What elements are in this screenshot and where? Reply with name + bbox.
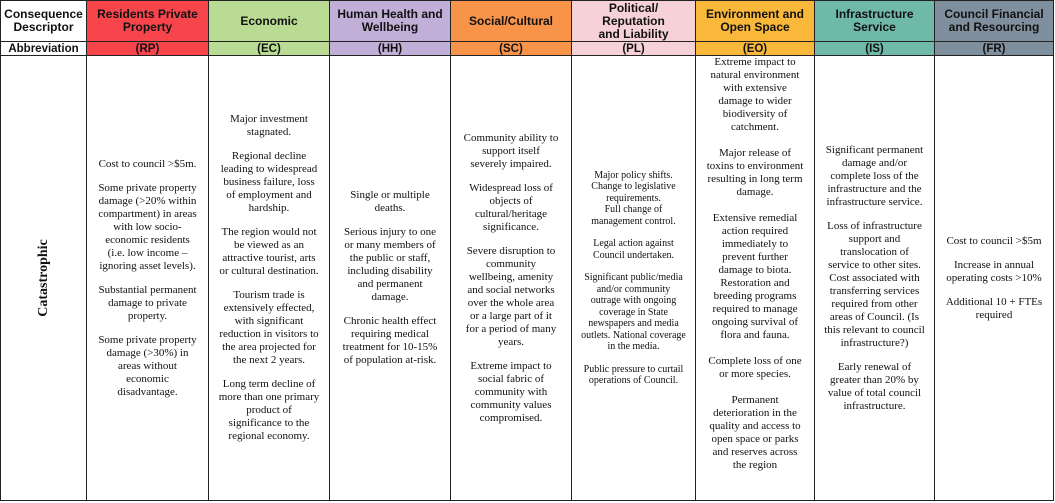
cell-rp-paragraph: Cost to council >$5m.	[98, 157, 197, 170]
cell-pl-paragraph: Major policy shifts. Change to legislative requirements. Full change of management control.	[591, 169, 676, 227]
cell-ec-paragraph: Tourism trade is extensively effected, with significant reduction in visitors to the area projected for the next 2 years.	[219, 289, 319, 367]
cell-ec-paragraph: The region would not be viewed as an attractive tourist, arts or cultural destination.	[219, 226, 319, 278]
cell-ec-paragraph: Major investment stagnated.	[230, 113, 308, 139]
header-fr-text: Council Financial and Resourcing	[944, 7, 1044, 35]
cell-eo	[696, 56, 815, 501]
cell-eo-paragraph: Extreme impact to natural environment with extensive damage to wider biodiversity of catchment.	[710, 56, 800, 134]
cell-pl	[572, 56, 696, 501]
cell-rp-paragraph: Some private property damage (>20% within compartment) in areas with low socio- economic residents (i.e. low income – ignoring asset levels).	[98, 181, 197, 272]
header-fr	[935, 1, 1054, 42]
cell-hh-paragraph: Chronic health effect requiring medical treatment for 10-15% of population at-risk.	[342, 315, 438, 367]
header-sc-text: Social/Cultural	[468, 13, 554, 28]
cell-sc-paragraph: Severe disruption to community wellbeing, amenity and social networks over the whole area or a large part of it for a period of many years.	[465, 244, 557, 348]
cell-fr-paragraph: Additional 10 + FTEs required	[945, 295, 1043, 321]
cell-is-paragraph: Significant permanent damage and/or complete loss of the infrastructure and the infrastructure service.	[825, 143, 924, 208]
cell-fr-paragraph: Cost to council >$5m	[946, 234, 1042, 247]
abbr-is: (IS)	[815, 42, 935, 56]
cell-is-paragraph: Early renewal of greater than 20% by value of total council infrastructure.	[827, 360, 922, 412]
abbreviation-label: Abbreviation	[1, 42, 87, 56]
cell-fr-paragraph: Increase in annual operating costs >10%	[946, 258, 1042, 284]
abbr-hh: (HH)	[330, 42, 451, 56]
cell-ec	[209, 56, 330, 501]
header-pl-text: Political/ Reputation and Liability	[598, 0, 669, 41]
cell-sc-paragraph: Widespread loss of objects of cultural/heritage significance.	[469, 181, 553, 233]
cell-eo-paragraph: Complete loss of one or more species.	[708, 355, 802, 381]
header-ec-text: Economic	[240, 13, 298, 28]
cell-is	[815, 56, 935, 501]
header-rp-text: Residents Private Property	[97, 7, 198, 35]
cell-hh	[330, 56, 451, 501]
cell-ec-paragraph: Long term decline of more than one primary product of significance to the regional economy.	[218, 378, 320, 443]
abbr-ec: (EC)	[209, 42, 330, 56]
row-label-cell	[1, 56, 87, 501]
header-hh-text: Human Health and Wellbeing	[337, 7, 443, 35]
header-is-text: Infrastructure Service	[835, 7, 914, 35]
cell-rp	[87, 56, 209, 501]
cell-eo-paragraph: Extensive remedial action required immediately to prevent further damage to biota. Restoration and breeding programs required to manage ongoing survival of flora and fauna.	[711, 212, 799, 342]
cell-eo-paragraph: Major release of toxins to environment resulting in long term damage.	[706, 147, 804, 199]
cell-pl-paragraph: Significant public/media and/or community outrage with ongoing coverage in State newspapers and media outlets. National coverage in the media.	[581, 272, 686, 353]
descriptor-header	[1, 1, 87, 42]
abbr-pl: (PL)	[572, 42, 696, 56]
cell-fr	[935, 56, 1054, 501]
header-rp	[87, 1, 209, 42]
cell-sc-paragraph: Extreme impact to social fabric of community with community values compromised.	[470, 359, 552, 424]
cell-pl-paragraph: Legal action against Council undertaken.	[592, 238, 675, 261]
header-sc	[451, 1, 572, 42]
cell-pl-paragraph: Public pressure to curtail operations of Council.	[583, 363, 684, 387]
header-ec	[209, 1, 330, 42]
cell-rp-paragraph: Substantial permanent damage to private property.	[98, 283, 197, 322]
catastrophic-row	[1, 56, 1054, 501]
abbreviation-row	[1, 42, 1054, 56]
cell-is-paragraph: Loss of infrastructure support and translocation of service to other sites. Cost associated with transferring services required from other areas of Council. (Is this relevant to council infrastructure?)	[824, 219, 925, 349]
header-hh	[330, 1, 451, 42]
header-eo	[696, 1, 815, 42]
cell-hh-paragraph: Serious injury to one or many members of the public or staff, including disability and permanent damage.	[344, 226, 436, 304]
cell-rp-paragraph: Some private property damage (>30%) in areas without economic disadvantage.	[98, 333, 197, 398]
descriptor-header-text: Consequence Descriptor	[4, 7, 83, 35]
header-is	[815, 1, 935, 42]
cell-eo-paragraph: Permanent deterioration in the quality and access to open space or parks and reserves across the region	[709, 394, 801, 472]
header-row	[1, 1, 1054, 42]
cell-sc-paragraph: Community ability to support itself severely impaired.	[463, 131, 559, 170]
row-label: Catastrophic	[35, 239, 51, 317]
abbr-rp: (RP)	[87, 42, 209, 56]
abbr-sc: (SC)	[451, 42, 572, 56]
abbr-eo: (EO)	[696, 42, 815, 56]
header-eo-text: Environment and Open Space	[705, 7, 804, 35]
cell-sc	[451, 56, 572, 501]
abbr-fr: (FR)	[935, 42, 1054, 56]
header-pl	[572, 1, 696, 42]
cell-hh-paragraph: Single or multiple deaths.	[350, 189, 430, 215]
cell-ec-paragraph: Regional decline leading to widespread business failure, loss of employment and hardship.	[220, 150, 318, 215]
